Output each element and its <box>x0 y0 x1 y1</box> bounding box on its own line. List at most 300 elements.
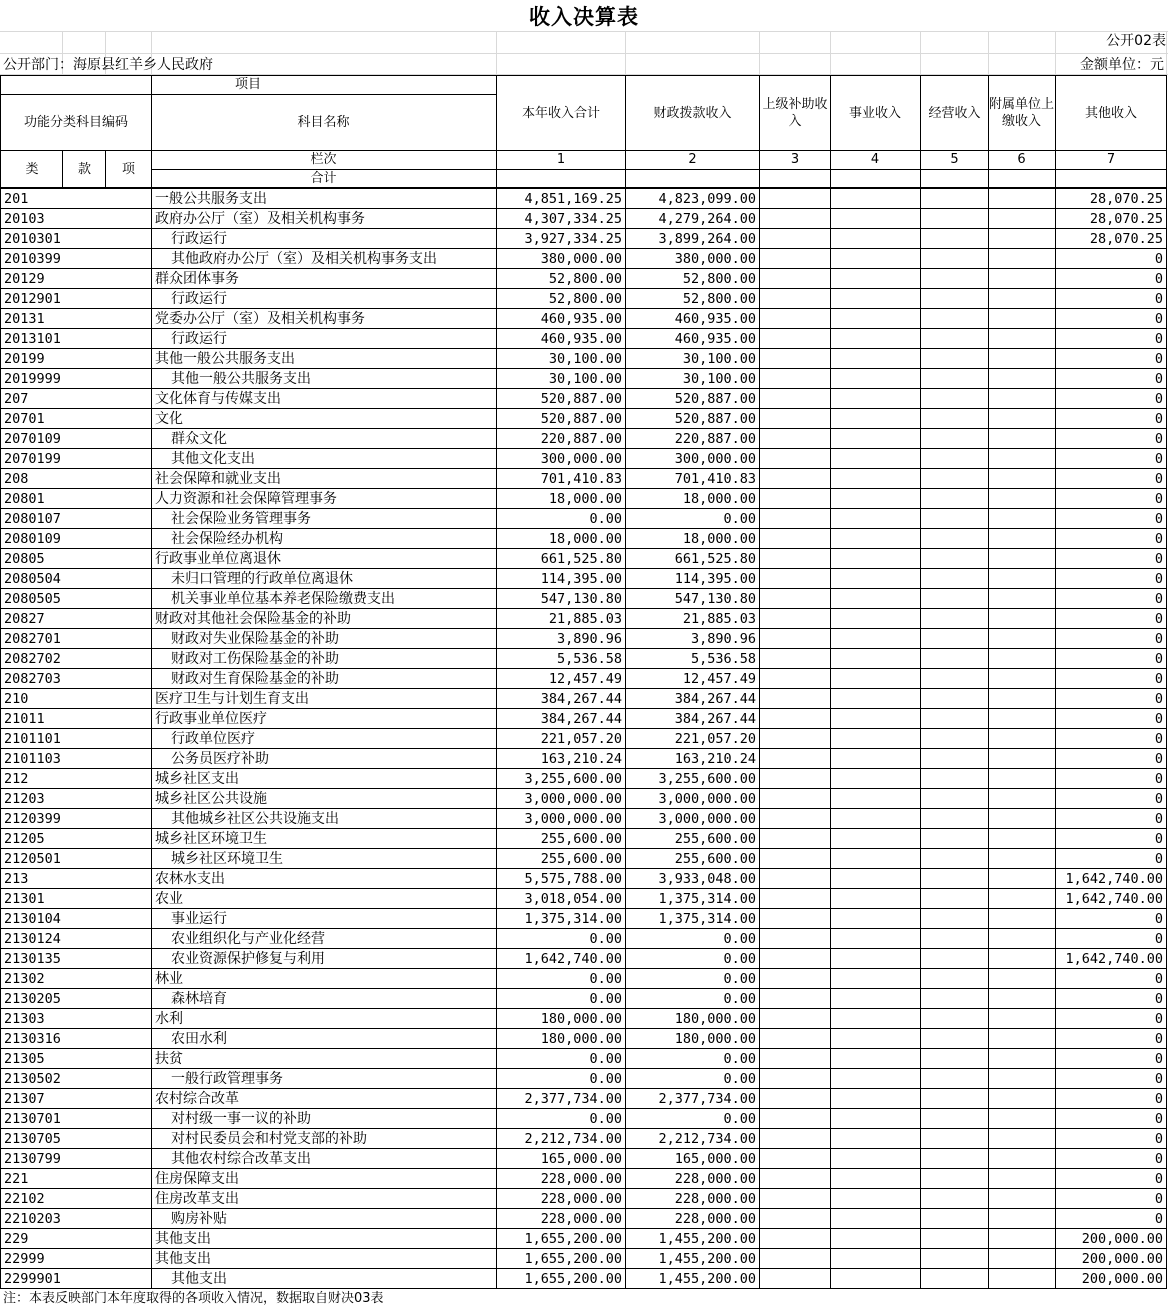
row-total-income: 4,307,334.25 <box>524 211 622 227</box>
row-fiscal-income: 3,255,600.00 <box>658 771 756 787</box>
row-total-income: 3,000,000.00 <box>524 791 622 807</box>
row-subject-name: 农村综合改革 <box>155 1091 239 1107</box>
row-total-income: 3,018,054.00 <box>524 891 622 907</box>
row-code: 2080109 <box>4 531 61 547</box>
row-fiscal-income: 114,395.00 <box>674 571 756 587</box>
row-other-income: 0 <box>1154 551 1163 567</box>
row-other-income: 0 <box>1154 391 1163 407</box>
row-subject-name: 一般公共服务支出 <box>155 191 267 207</box>
row-other-income: 0 <box>1154 671 1163 687</box>
row-fiscal-income: 3,000,000.00 <box>658 791 756 807</box>
row-subject-name: 森林培育 <box>171 991 227 1007</box>
row-subject-name: 政府办公厅（室）及相关机构事务 <box>155 211 365 227</box>
row-fiscal-income: 52,800.00 <box>682 271 756 287</box>
row-subject-name: 党委办公厅（室）及相关机构事务 <box>155 311 365 327</box>
row-subject-name: 医疗卫生与计划生育支出 <box>155 691 309 707</box>
row-subject-name: 社会保险业务管理事务 <box>171 511 311 527</box>
row-subject-name: 其他文化支出 <box>171 451 255 467</box>
row-code: 213 <box>4 871 29 887</box>
row-other-income: 0 <box>1154 451 1163 467</box>
row-fiscal-income: 547,130.80 <box>674 591 756 607</box>
row-subject-name: 对村级一事一议的补助 <box>171 1111 311 1127</box>
row-total-income: 0.00 <box>589 931 622 947</box>
row-code: 2130799 <box>4 1151 61 1167</box>
row-other-income: 0 <box>1154 471 1163 487</box>
row-total-income: 255,600.00 <box>540 851 622 867</box>
row-code: 212 <box>4 771 29 787</box>
row-subject-name: 群众团体事务 <box>155 271 239 287</box>
row-code: 2082702 <box>4 651 61 667</box>
row-code: 2120501 <box>4 851 61 867</box>
row-total-income: 0.00 <box>589 991 622 1007</box>
col-number-3: 3 <box>790 152 800 167</box>
row-total-income: 300,000.00 <box>540 451 622 467</box>
row-total-income: 1,655,200.00 <box>524 1231 622 1247</box>
row-other-income: 0 <box>1154 1011 1163 1027</box>
row-fiscal-income: 0.00 <box>723 971 756 987</box>
header-col-operation: 经营收入 <box>928 105 981 121</box>
row-code: 2130135 <box>4 951 61 967</box>
header-col-other: 其他收入 <box>1084 105 1137 121</box>
row-code: 20801 <box>4 491 45 507</box>
header-col-affiliated: 附属单位上缴收入 <box>989 97 1055 129</box>
row-subject-name: 其他一般公共服务支出 <box>171 371 311 387</box>
form-number: 公开02表 <box>1106 33 1166 49</box>
row-subject-name: 其他农村综合改革支出 <box>171 1151 311 1167</box>
row-code: 221 <box>4 1171 29 1187</box>
row-subject-name: 人力资源和社会保障管理事务 <box>155 491 337 507</box>
row-total-income: 380,000.00 <box>540 251 622 267</box>
row-other-income: 0 <box>1154 971 1163 987</box>
row-fiscal-income: 1,375,314.00 <box>658 911 756 927</box>
row-other-income: 1,642,740.00 <box>1065 891 1163 907</box>
row-total-income: 3,255,600.00 <box>524 771 622 787</box>
row-other-income: 0 <box>1154 1211 1163 1227</box>
row-subject-name: 林业 <box>155 971 183 987</box>
row-total-income: 1,655,200.00 <box>524 1251 622 1267</box>
row-total-income: 0.00 <box>589 1111 622 1127</box>
row-code: 2101101 <box>4 731 61 747</box>
row-code: 207 <box>4 391 29 407</box>
row-subject-name: 财政对生育保险基金的补助 <box>171 671 339 687</box>
row-subject-name: 财政对其他社会保险基金的补助 <box>155 611 351 627</box>
row-fiscal-income: 701,410.83 <box>674 471 756 487</box>
row-other-income: 200,000.00 <box>1081 1271 1163 1287</box>
header-project: 项目 <box>234 77 261 92</box>
row-code: 201 <box>4 191 29 207</box>
row-other-income: 0 <box>1154 571 1163 587</box>
row-subject-name: 住房改革支出 <box>155 1191 239 1207</box>
row-code: 2019999 <box>4 371 61 387</box>
row-subject-name: 城乡社区公共设施 <box>155 791 267 807</box>
row-fiscal-income: 18,000.00 <box>682 531 756 547</box>
row-code: 2210203 <box>4 1211 61 1227</box>
row-code: 2010399 <box>4 251 61 267</box>
row-subject-name: 农业 <box>155 891 183 907</box>
header-subject-name: 科目名称 <box>297 115 350 130</box>
row-subject-name: 城乡社区支出 <box>155 771 239 787</box>
row-subject-name: 其他政府办公厅（室）及相关机构事务支出 <box>171 251 437 267</box>
row-fiscal-income: 0.00 <box>723 1051 756 1067</box>
row-code: 2101103 <box>4 751 61 767</box>
row-code: 229 <box>4 1231 29 1247</box>
row-subject-name: 农业组织化与产业化经营 <box>171 931 325 947</box>
header-col-fiscal: 财政拨款收入 <box>653 105 732 121</box>
row-total-income: 163,210.24 <box>540 751 622 767</box>
row-subject-name: 一般行政管理事务 <box>171 1071 283 1087</box>
row-other-income: 0 <box>1154 691 1163 707</box>
row-code: 2130104 <box>4 911 61 927</box>
unit-label: 金额单位：元 <box>1080 57 1164 73</box>
row-subject-name: 机关事业单位基本养老保险缴费支出 <box>171 591 395 607</box>
row-fiscal-income: 1,455,200.00 <box>658 1251 756 1267</box>
row-fiscal-income: 30,100.00 <box>682 351 756 367</box>
row-code: 2082703 <box>4 671 61 687</box>
row-code: 2130705 <box>4 1131 61 1147</box>
row-fiscal-income: 1,455,200.00 <box>658 1271 756 1287</box>
page-title: 收入决算表 <box>529 5 639 29</box>
row-fiscal-income: 1,455,200.00 <box>658 1231 756 1247</box>
row-total-income: 2,377,734.00 <box>524 1091 622 1107</box>
row-total-income: 1,642,740.00 <box>524 951 622 967</box>
col-number-7: 7 <box>1106 152 1116 167</box>
col-number-4: 4 <box>870 152 880 167</box>
row-subject-name: 对村民委员会和村党支部的补助 <box>171 1131 367 1147</box>
row-other-income: 200,000.00 <box>1081 1231 1163 1247</box>
row-total-income: 384,267.44 <box>540 711 622 727</box>
row-subject-name: 扶贫 <box>155 1051 183 1067</box>
row-total-income: 3,000,000.00 <box>524 811 622 827</box>
row-total-income: 4,851,169.25 <box>524 191 622 207</box>
row-other-income: 0 <box>1154 531 1163 547</box>
col-number-2: 2 <box>688 152 697 167</box>
row-other-income: 28,070.25 <box>1089 211 1163 227</box>
row-total-income: 661,525.80 <box>540 551 622 567</box>
col-number-5: 5 <box>950 152 959 167</box>
row-code: 2130205 <box>4 991 61 1007</box>
header-heji: 合计 <box>310 171 337 186</box>
row-subject-name: 农林水支出 <box>155 871 225 887</box>
row-other-income: 0 <box>1154 611 1163 627</box>
row-other-income: 200,000.00 <box>1081 1251 1163 1267</box>
row-fiscal-income: 2,377,734.00 <box>658 1091 756 1107</box>
row-fiscal-income: 3,899,264.00 <box>658 231 756 247</box>
row-total-income: 3,927,334.25 <box>524 231 622 247</box>
row-other-income: 0 <box>1154 831 1163 847</box>
header-code-group: 功能分类科目编码 <box>23 115 128 130</box>
row-fiscal-income: 384,267.44 <box>674 711 756 727</box>
row-other-income: 0 <box>1154 931 1163 947</box>
row-fiscal-income: 228,000.00 <box>674 1191 756 1207</box>
row-subject-name: 其他支出 <box>155 1231 211 1247</box>
row-code: 21307 <box>4 1091 45 1107</box>
row-code: 21205 <box>4 831 45 847</box>
row-code: 21203 <box>4 791 45 807</box>
row-other-income: 0 <box>1154 1071 1163 1087</box>
row-other-income: 1,642,740.00 <box>1065 871 1163 887</box>
row-subject-name: 行政运行 <box>171 331 227 347</box>
row-other-income: 0 <box>1154 851 1163 867</box>
row-other-income: 0 <box>1154 271 1163 287</box>
row-total-income: 520,887.00 <box>540 391 622 407</box>
row-total-income: 0.00 <box>589 1071 622 1087</box>
row-code: 2080504 <box>4 571 61 587</box>
row-code: 20805 <box>4 551 45 567</box>
row-subject-name: 城乡社区环境卫生 <box>171 851 283 867</box>
row-total-income: 0.00 <box>589 971 622 987</box>
row-fiscal-income: 520,887.00 <box>674 411 756 427</box>
row-other-income: 0 <box>1154 431 1163 447</box>
row-fiscal-income: 520,887.00 <box>674 391 756 407</box>
row-other-income: 0 <box>1154 631 1163 647</box>
row-other-income: 28,070.25 <box>1089 191 1163 207</box>
row-total-income: 228,000.00 <box>540 1171 622 1187</box>
row-other-income: 0 <box>1154 811 1163 827</box>
row-total-income: 0.00 <box>589 1051 622 1067</box>
row-other-income: 0 <box>1154 331 1163 347</box>
row-subject-name: 群众文化 <box>171 431 227 447</box>
row-fiscal-income: 221,057.20 <box>674 731 756 747</box>
row-total-income: 460,935.00 <box>540 331 622 347</box>
row-code: 2070109 <box>4 431 61 447</box>
row-total-income: 0.00 <box>589 511 622 527</box>
row-subject-name: 其他城乡社区公共设施支出 <box>171 811 339 827</box>
row-total-income: 1,375,314.00 <box>524 911 622 927</box>
row-total-income: 30,100.00 <box>548 371 622 387</box>
row-total-income: 52,800.00 <box>548 271 622 287</box>
row-subject-name: 农田水利 <box>171 1031 227 1047</box>
row-fiscal-income: 380,000.00 <box>674 251 756 267</box>
row-subject-name: 文化体育与传媒支出 <box>155 391 281 407</box>
header-col-superior: 上级补助收入 <box>762 97 828 129</box>
row-code: 2012901 <box>4 291 61 307</box>
row-subject-name: 行政单位医疗 <box>171 731 255 747</box>
row-total-income: 2,212,734.00 <box>524 1131 622 1147</box>
row-total-income: 165,000.00 <box>540 1151 622 1167</box>
row-fiscal-income: 5,536.58 <box>690 651 756 667</box>
row-total-income: 21,885.03 <box>548 611 622 627</box>
row-total-income: 180,000.00 <box>540 1031 622 1047</box>
department-label: 公开部门：海原县红羊乡人民政府 <box>3 57 213 73</box>
row-fiscal-income: 3,000,000.00 <box>658 811 756 827</box>
row-other-income: 0 <box>1154 651 1163 667</box>
row-total-income: 5,536.58 <box>556 651 622 667</box>
row-fiscal-income: 3,890.96 <box>690 631 756 647</box>
row-total-income: 384,267.44 <box>540 691 622 707</box>
row-subject-name: 财政对工伤保险基金的补助 <box>171 651 339 667</box>
row-other-income: 0 <box>1154 1191 1163 1207</box>
row-other-income: 0 <box>1154 1151 1163 1167</box>
row-fiscal-income: 0.00 <box>723 931 756 947</box>
row-fiscal-income: 12,457.49 <box>682 671 756 687</box>
row-fiscal-income: 661,525.80 <box>674 551 756 567</box>
row-other-income: 0 <box>1154 1171 1163 1187</box>
header-col-business: 事业收入 <box>848 105 901 121</box>
row-fiscal-income: 3,933,048.00 <box>658 871 756 887</box>
row-other-income: 0 <box>1154 411 1163 427</box>
row-code: 2080505 <box>4 591 61 607</box>
row-code: 21302 <box>4 971 45 987</box>
row-fiscal-income: 460,935.00 <box>674 331 756 347</box>
row-total-income: 701,410.83 <box>540 471 622 487</box>
row-other-income: 0 <box>1154 751 1163 767</box>
row-code: 20701 <box>4 411 45 427</box>
row-subject-name: 行政运行 <box>171 291 227 307</box>
row-fiscal-income: 255,600.00 <box>674 851 756 867</box>
row-fiscal-income: 180,000.00 <box>674 1031 756 1047</box>
row-code: 2010301 <box>4 231 61 247</box>
row-code: 21011 <box>4 711 45 727</box>
row-fiscal-income: 0.00 <box>723 991 756 1007</box>
row-fiscal-income: 1,375,314.00 <box>658 891 756 907</box>
row-fiscal-income: 220,887.00 <box>674 431 756 447</box>
row-code: 21303 <box>4 1011 45 1027</box>
row-code: 2082701 <box>4 631 61 647</box>
row-subject-name: 社会保障和就业支出 <box>155 471 281 487</box>
row-other-income: 0 <box>1154 991 1163 1007</box>
row-code: 208 <box>4 471 29 487</box>
row-total-income: 460,935.00 <box>540 311 622 327</box>
row-subject-name: 社会保险经办机构 <box>171 531 283 547</box>
row-other-income: 0 <box>1154 1051 1163 1067</box>
row-other-income: 0 <box>1154 591 1163 607</box>
col-number-6: 6 <box>1017 152 1026 167</box>
row-fiscal-income: 165,000.00 <box>674 1151 756 1167</box>
row-subject-name: 住房保障支出 <box>155 1171 239 1187</box>
row-total-income: 520,887.00 <box>540 411 622 427</box>
row-subject-name: 其他支出 <box>171 1271 227 1287</box>
row-fiscal-income: 0.00 <box>723 951 756 967</box>
row-code: 2130124 <box>4 931 61 947</box>
row-subject-name: 农业资源保护修复与利用 <box>171 951 325 967</box>
row-other-income: 0 <box>1154 791 1163 807</box>
row-subject-name: 行政运行 <box>171 231 227 247</box>
header-lanci: 栏次 <box>310 152 337 167</box>
row-total-income: 52,800.00 <box>548 291 622 307</box>
row-other-income: 0 <box>1154 1091 1163 1107</box>
header-kuan: 款 <box>77 161 91 177</box>
row-fiscal-income: 2,212,734.00 <box>658 1131 756 1147</box>
row-subject-name: 其他一般公共服务支出 <box>155 351 295 367</box>
row-total-income: 3,890.96 <box>556 631 622 647</box>
row-other-income: 0 <box>1154 291 1163 307</box>
row-other-income: 0 <box>1154 771 1163 787</box>
row-code: 21301 <box>4 891 45 907</box>
row-total-income: 228,000.00 <box>540 1211 622 1227</box>
row-fiscal-income: 163,210.24 <box>674 751 756 767</box>
row-code: 20199 <box>4 351 45 367</box>
row-code: 2299901 <box>4 1271 61 1287</box>
row-code: 21305 <box>4 1051 45 1067</box>
row-subject-name: 公务员医疗补助 <box>171 751 269 767</box>
row-code: 2070199 <box>4 451 61 467</box>
row-code: 20129 <box>4 271 45 287</box>
row-fiscal-income: 4,823,099.00 <box>658 191 756 207</box>
row-fiscal-income: 30,100.00 <box>682 371 756 387</box>
row-fiscal-income: 4,279,264.00 <box>658 211 756 227</box>
row-total-income: 221,057.20 <box>540 731 622 747</box>
row-other-income: 0 <box>1154 711 1163 727</box>
row-code: 20827 <box>4 611 45 627</box>
header-col-total: 本年收入合计 <box>521 105 600 121</box>
row-total-income: 255,600.00 <box>540 831 622 847</box>
row-other-income: 0 <box>1154 491 1163 507</box>
row-code: 2130502 <box>4 1071 61 1087</box>
row-code: 20103 <box>4 211 45 227</box>
row-fiscal-income: 228,000.00 <box>674 1211 756 1227</box>
row-other-income: 28,070.25 <box>1089 231 1163 247</box>
row-other-income: 1,642,740.00 <box>1065 951 1163 967</box>
row-other-income: 0 <box>1154 911 1163 927</box>
row-code: 2120399 <box>4 811 61 827</box>
row-fiscal-income: 180,000.00 <box>674 1011 756 1027</box>
row-subject-name: 行政事业单位离退休 <box>155 551 281 567</box>
row-fiscal-income: 460,935.00 <box>674 311 756 327</box>
row-fiscal-income: 0.00 <box>723 1071 756 1087</box>
row-other-income: 0 <box>1154 1131 1163 1147</box>
row-code: 2080107 <box>4 511 61 527</box>
row-fiscal-income: 0.00 <box>723 511 756 527</box>
row-total-income: 228,000.00 <box>540 1191 622 1207</box>
row-subject-name: 财政对失业保险基金的补助 <box>171 631 339 647</box>
row-code: 2130701 <box>4 1111 61 1127</box>
row-fiscal-income: 384,267.44 <box>674 691 756 707</box>
row-total-income: 30,100.00 <box>548 351 622 367</box>
row-total-income: 220,887.00 <box>540 431 622 447</box>
row-subject-name: 水利 <box>155 1011 183 1027</box>
row-fiscal-income: 0.00 <box>723 1111 756 1127</box>
header-xiang: 项 <box>121 161 135 177</box>
row-subject-name: 其他支出 <box>155 1251 211 1267</box>
row-other-income: 0 <box>1154 251 1163 267</box>
row-other-income: 0 <box>1154 371 1163 387</box>
row-fiscal-income: 21,885.03 <box>682 611 756 627</box>
row-code: 2130316 <box>4 1031 61 1047</box>
row-other-income: 0 <box>1154 731 1163 747</box>
row-other-income: 0 <box>1154 1031 1163 1047</box>
row-code: 22999 <box>4 1251 45 1267</box>
row-subject-name: 事业运行 <box>171 911 227 927</box>
row-fiscal-income: 18,000.00 <box>682 491 756 507</box>
row-total-income: 12,457.49 <box>548 671 622 687</box>
row-fiscal-income: 255,600.00 <box>674 831 756 847</box>
row-total-income: 180,000.00 <box>540 1011 622 1027</box>
row-code: 210 <box>4 691 29 707</box>
row-other-income: 0 <box>1154 1111 1163 1127</box>
header-lei: 类 <box>25 161 39 177</box>
row-code: 2013101 <box>4 331 61 347</box>
row-total-income: 18,000.00 <box>548 491 622 507</box>
row-subject-name: 城乡社区环境卫生 <box>155 831 267 847</box>
row-total-income: 114,395.00 <box>540 571 622 587</box>
row-other-income: 0 <box>1154 311 1163 327</box>
row-total-income: 547,130.80 <box>540 591 622 607</box>
row-subject-name: 未归口管理的行政单位离退休 <box>171 571 353 587</box>
row-subject-name: 行政事业单位医疗 <box>155 711 267 727</box>
row-other-income: 0 <box>1154 511 1163 527</box>
row-subject-name: 购房补贴 <box>171 1211 227 1227</box>
col-number-1: 1 <box>556 152 566 167</box>
row-fiscal-income: 52,800.00 <box>682 291 756 307</box>
row-total-income: 5,575,788.00 <box>524 871 622 887</box>
row-code: 22102 <box>4 1191 45 1207</box>
row-code: 20131 <box>4 311 45 327</box>
row-total-income: 1,655,200.00 <box>524 1271 622 1287</box>
footnote: 注：本表反映部门本年度取得的各项收入情况，数据取自财决03表 <box>3 1291 384 1306</box>
row-fiscal-income: 300,000.00 <box>674 451 756 467</box>
row-fiscal-income: 228,000.00 <box>674 1171 756 1187</box>
row-other-income: 0 <box>1154 351 1163 367</box>
